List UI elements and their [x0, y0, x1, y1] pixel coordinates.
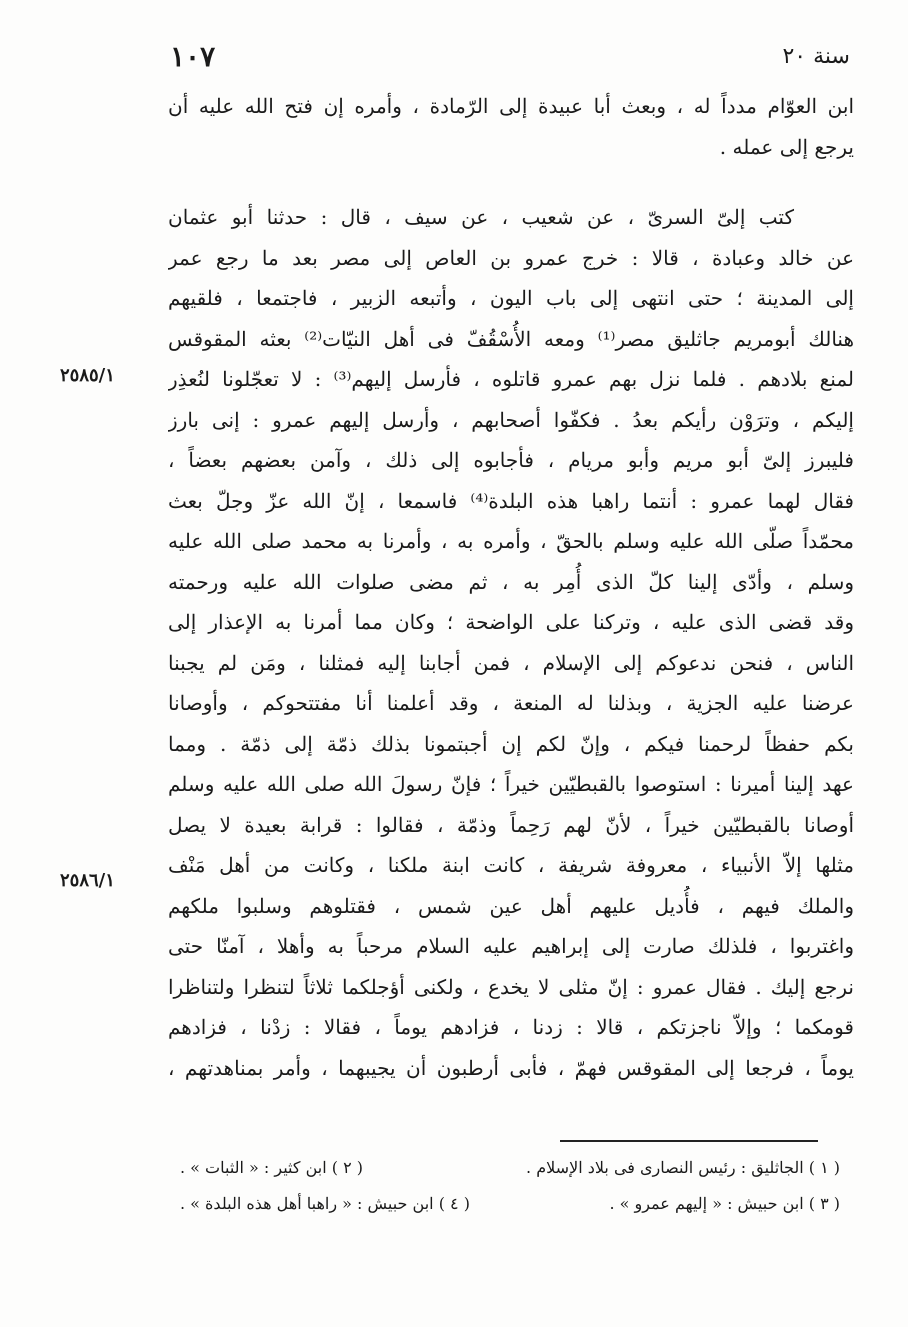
text-line: ابن العوّام مدداً له ، وبعث أبا عبيدة إلى الرّمادة ، وأمره إن فتح الله عليه أن: [168, 94, 854, 118]
footnote-item: ( ١ ) الجاثليق : رئيس النصارى فى بلاد الإسلام .: [526, 1158, 840, 1177]
footnote-item: ( ٢ ) ابن كثير : « الثبات » .: [180, 1158, 363, 1177]
text-line: مثلها إلاّ الأنبياء ، معروفة شريفة ، كانت ابنة ملكنا ، وكانت من أهل مَنْف: [168, 853, 854, 877]
margin-reference-number: ٢٥٨٦/١: [60, 870, 115, 891]
text-line: عن خالد وعبادة ، قالا : خرج عمرو بن العاص إلى مصر بعد ما رجع عمر: [168, 245, 854, 270]
text-line: لمنع بلادهم . فلما نزل بهم عمرو قاتلوه ، فأرسل إليهم⁽³⁾ : لا تعجّلونا لنُعذِر: [168, 367, 854, 391]
text-line: بكم حفظاً لرحمنا فيكم ، وإنّ لكم إن أجبتمونا بذلك ذمّة إلى ذمّة . ومما: [168, 731, 854, 756]
footnote-divider: [560, 1140, 818, 1142]
text-line: نرجع إليك . فقال عمرو : إنّ مثلى لا يخدع ، ولكنى أؤجلكما ثلاثاً لتنظرا ولتناظرا: [168, 974, 854, 999]
footnote-row: [150, 1186, 840, 1222]
page-number: ١٠٧: [170, 40, 216, 73]
footnote-row: [150, 1150, 840, 1186]
text-line: عهد إلينا أميرنا : استوصوا بالقبطيّين خيراً ؛ فإنّ رسولَ الله صلى الله عليه وسلم: [168, 772, 854, 796]
text-line: إليكم ، وترَوْن رأيكم بعدُ . فكفّوا أصحابهم ، وأرسل إليهم عمرو : إنى بارز: [168, 407, 854, 432]
text-line: الناس ، فنحن ندعوكم إلى الإسلام ، فمن أجابنا إليه فمثلنا ، ومَن لم يجبنا: [168, 650, 854, 675]
text-line: فقال لهما عمرو : أنتما راهبا هذه البلدة⁽⁴⁾ فاسمعا ، إنّ الله عزّ وجلّ بعث: [168, 488, 854, 513]
text-line: إلى المدينة ؛ حتى انتهى إلى باب اليون ، وأتبعه الزبير ، فاجتمعا ، فلقيهم: [168, 286, 854, 310]
text-line: [168, 1088, 854, 1129]
body-text: [168, 86, 854, 1129]
text-line: كتب إلىّ السرىّ ، عن شعيب ، عن سيف ، قال : حدثنا أبو عثمان: [168, 205, 794, 229]
footnote-item: ( ٤ ) ابن حبيش : « راهبا أهل هذه البلدة » .: [180, 1194, 470, 1213]
text-line: يوماً ، فرجعا إلى المقوقس فهمّ ، فأبى أرطبون أن يجيبهما ، وأمر بمناهدتهم ،: [168, 1055, 854, 1080]
text-line: هنالك أبومريم جاثليق مصر⁽¹⁾ ومعه الأُسْقُفّ فى أهل النيّات⁽²⁾ بعثه المقوقس: [168, 326, 854, 351]
text-line: واغتربوا ، فلذلك صارت إلى إبراهيم عليه السلام مرحباً به وأهلا ، آمنّا حتى: [168, 934, 854, 958]
text-line: وسلم ، وأدّى إلينا كلّ الذى أُمِر به ، ثم مضى صلوات الله عليه ورحمته: [168, 569, 854, 594]
text-line: وقد قضى الذى عليه ، وتركنا على الواضحة ؛ وكان مما أمرنا به الإعذار إلى: [168, 610, 854, 634]
footnotes: [150, 1150, 840, 1222]
margin-reference-number: ٢٥٨٥/١: [60, 365, 115, 386]
text-line: قومكما ؛ وإلاّ ناجزتكم ، قالا : زدنا ، فزادهم يوماً ، فقالا : زدْنا ، فزادهم: [168, 1015, 854, 1039]
text-line: محمّداً صلّى الله عليه وسلم بالحقّ ، وأمره به ، وأمرنا به محمد صلى الله عليه: [168, 529, 854, 553]
text-line: أوصانا بالقبطيّين خيراً ، لأنّ لهم رَحِماً وذمّة ، فقالوا : قرابة بعيدة لا يصل: [168, 812, 854, 837]
text-line: عرضنا عليه الجزية ، وبذلنا له المنعة ، وقد أعلمنا أنا مفتتحوكم ، وأوصانا: [168, 691, 854, 715]
footnote-item: ( ٣ ) ابن حبيش : « إليهم عمرو » .: [609, 1194, 840, 1213]
year-label: سنة ٢٠: [782, 44, 850, 69]
page-header: [170, 40, 850, 80]
text-line: يرجع إلى عمله .: [719, 134, 854, 159]
text-line: فليبرز إلىّ أبو مريم وأبو مريام ، فأجابوه إلى ذلك ، وآمن بعضهم بعضاً ،: [168, 448, 854, 472]
paragraph: [168, 197, 854, 1129]
paragraph: [168, 86, 854, 167]
paragraph-gap: [168, 167, 854, 197]
text-line: والملك فيهم ، فأُديل عليهم أهل عين شمس ، فقتلوهم وسلبوا ملكهم: [168, 893, 854, 918]
